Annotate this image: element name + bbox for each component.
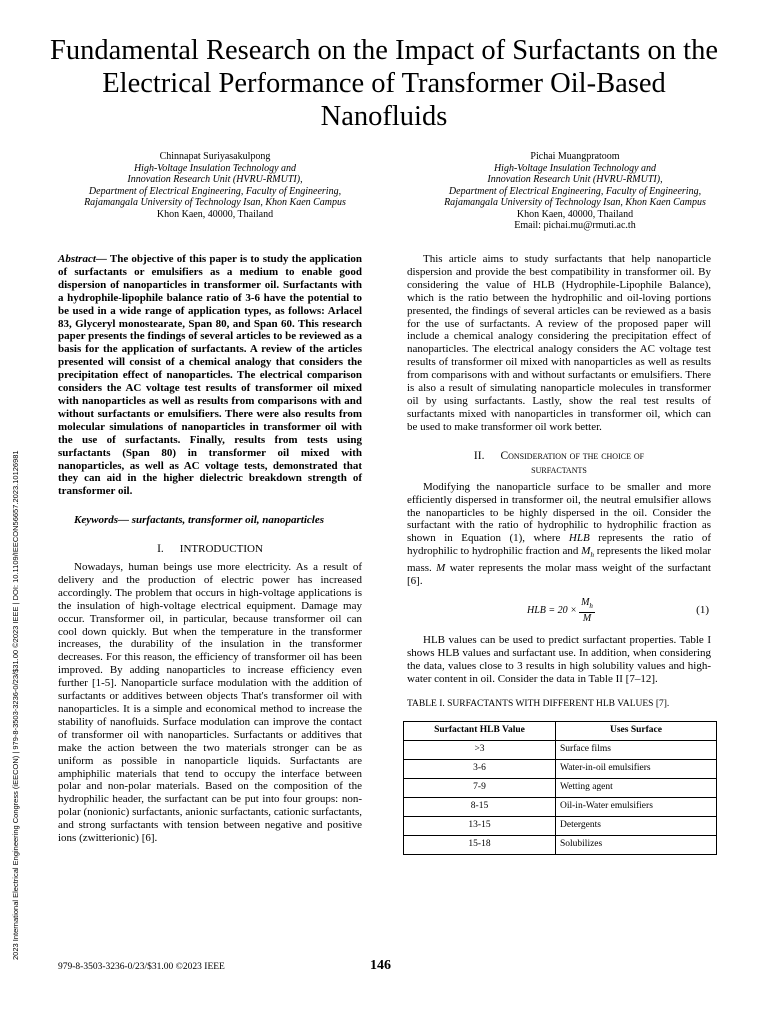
table-cell: 13-15	[404, 816, 556, 835]
author-affiliation: Innovation Research Unit (HVRU-RMUTI),	[127, 174, 303, 185]
table-header-row	[404, 721, 717, 740]
copyright-footer: 979-8-3503-3236-0/23/$31.00 ©2023 IEEE	[58, 962, 225, 972]
table-cell: 15-18	[404, 835, 556, 854]
numerator-symbol: M	[581, 597, 590, 609]
author-affiliation: High-Voltage Insulation Technology and	[493, 162, 657, 174]
mh-subscript: h	[590, 551, 594, 560]
text-run: represents the liked molar mass.	[407, 545, 711, 575]
author-name: Chinnapat Suriyasakulpong	[159, 151, 271, 162]
table-row	[404, 797, 717, 816]
table-cell: 3-6	[404, 759, 556, 778]
section-title-line2: surfactants	[531, 463, 587, 476]
author-location: Khon Kaen, 40000, Thailand	[516, 208, 634, 220]
table-cell: 8-15	[404, 797, 556, 816]
mh-symbol: M	[581, 545, 591, 558]
section-number: II.	[473, 449, 485, 462]
equation-denominator: M	[582, 613, 592, 625]
numerator-subscript: h	[589, 602, 593, 611]
m-symbol: M	[436, 562, 446, 575]
abstract-text: The objective of this paper is to study the application of surfactants or emulsifiers as a medium to enable good dispersion of nanoparticles in transformer oil. Surfactants with a hydrophile-lipophile balance ratio of 3-6 have the potential to be used in a wide range of application types, as follows: Arlacel 83, Glyceryl monostearate, Span 80, and Span 60. This research paper presents the findings of several articles to be reviewed as a basis for the application of surfactants. A review of the articles presented will consist of a chemical analogy that considers the precipitation effect of nanoparticles. The electrical comparison considers the AC voltage test results of transformer oil mixed with nanoparticles as well as results from comparisons with and without surfactants or emulsifiers. There were also results from molecular simulations of nanoparticles in transformer oil with the use of surfactants. Finally, results from tests using surfactants (Span 80) in transformer oil mixed with nanoparticles, as well as AC voltage tests, demonstrated that they can aid in the higher dielectric breakdown strength of transformer oil.	[58, 253, 362, 498]
table-cell: 7-9	[404, 778, 556, 797]
author-affiliation: Department of Electrical Engineering, Faculty of Engineering,	[88, 185, 342, 197]
author-name: Pichai Muangpratoom	[530, 151, 620, 162]
author-affiliation: Department of Electrical Engineering, Faculty of Engineering,	[448, 185, 702, 197]
author-block-1	[60, 151, 370, 220]
table-header-cell: Uses Surface	[556, 721, 717, 740]
page-number: 146	[370, 958, 391, 973]
table-row	[404, 778, 717, 797]
table-cell: Solubilizes	[556, 835, 717, 854]
intro-continuation-paragraph: This article aims to study surfactants that help nanoparticle dispersion and provide the best compatibility in transformer oil. By considering the value of HLB (Hydrophile-Lipophile Balance), which is the ratio between the hydrophilic and oil-loving portions presented, the findings of several articles can be reviewed as a basis for the use of surfactants. A review of the proposed paper will include a chemical analogy considering the precipitation effect of nanoparticles. The electrical analogy considers the AC voltage test results of transformer oil mixed with nanoparticles as well as results from comparisons with and without surfactants or emulsifiers. There is also a result of simulating nanoparticle molecules in transformer oil by using surfactants. Lastly, show the real test results of surfactants mixed with nanoparticles in transformer oil, which can be used to make transformer oil work better.	[407, 253, 711, 433]
table-row	[404, 740, 717, 759]
table-cell: Wetting agent	[556, 778, 717, 797]
abstract	[58, 253, 362, 498]
author-affiliation: Rajamangala University of Technology Isan, Khon Kaen Campus	[84, 197, 346, 208]
left-column	[58, 253, 362, 845]
paper-title: Fundamental Research on the Impact of Surfactants on the Electrical Performance of Transformer Oil-Based Nanofluids	[50, 35, 718, 132]
equation-fraction	[579, 597, 595, 625]
table-row	[404, 816, 717, 835]
table-caption: TABLE I. SURFACTANTS WITH DIFFERENT HLB VALUES [7].	[407, 698, 670, 709]
section-heading-introduction	[58, 543, 362, 556]
table-cell: Detergents	[556, 816, 717, 835]
table-row	[404, 835, 717, 854]
equation-numerator	[579, 597, 595, 613]
table-cell: >3	[404, 740, 556, 759]
equation-number: (1)	[696, 604, 709, 617]
table-header-cell: Surfactant HLB Value	[404, 721, 556, 740]
author-email[interactable]: Email: pichai.mu@rmuti.ac.th	[514, 220, 636, 231]
doi-side-margin: 2023 International Electrical Engineering Congress (iEECON) | 979-8-3503-3236-0/23/$31.00 ©2023 IEEE | DOI: 10.1109/IEECON56657.2023.10126981	[11, 450, 20, 960]
text-run: water represents the molar mass weight of the surfactant [6].	[407, 562, 711, 588]
table-cell: Water-in-oil emulsifiers	[556, 759, 717, 778]
hlb-symbol: HLB	[568, 532, 590, 545]
text-run: represents the ratio of hydrophilic to hydrophilic fraction and	[407, 532, 711, 558]
table-cell: Surface films	[556, 740, 717, 759]
section-heading-consideration	[407, 449, 711, 477]
author-affiliation: High-Voltage Insulation Technology and	[133, 162, 297, 174]
author-block-2	[415, 151, 735, 232]
equation-lhs: HLB = 20 ×	[527, 605, 577, 617]
hlb-table	[403, 721, 717, 855]
table-cell: Oil-in-Water emulsifiers	[556, 797, 717, 816]
consideration-paragraph-1	[407, 481, 711, 588]
section-title-line1: Consideration of the choice of	[500, 449, 645, 462]
table-row	[404, 759, 717, 778]
author-affiliation: Rajamangala University of Technology Isan, Khon Kaen Campus	[444, 197, 706, 208]
equation-1	[407, 596, 711, 626]
consideration-paragraph-2: HLB values can be used to predict surfactant properties. Table I shows HLB values and surfactant use. In addition, when considering the data, values close to 3 results in high solubility values and high-water content in oil. Consider the data in Table II [7–12].	[407, 634, 711, 685]
right-column	[407, 253, 711, 855]
introduction-paragraph: Nowadays, human beings use more electricity. As a result of delivery and the production of electric power has increased accordingly. The problem that occurs in high-voltage applications is the insulation of high-voltage electrical equipment. Damage may occur. Transformer oil, in particular, because transformer oil can cool down quickly. But when the temperature in the transformer increases, the durability of the insulation in the transformer decreases. For this reason, the efficiency of transformer oil has been improved. By adding nanoparticles to increase efficiency even further [1-5]. Nanoparticle surface modulation with the addition of surfactants or additives between objects That's transformer oil with nanoparticles. It is a simple and economical method to increase the stability of nanofluids. Surface modulation can improve the contact of transformer oil with nanoparticles. Surfactants or additives that make the action between the two materials stronger can be as uniform as possible in nanoparticle liquids. Surfactants are amphiphilic materials that tend to occupy the interface between polar and non-polar materials. Based on the composition of the hydrophilic header, the surfactant can be put into four groups: non-polar (nonionic) surfactants, anionic surfactants, cationic surfactants, and strong surfactants with tension between negative and positive ions (zwitterionic) [6].	[58, 561, 362, 845]
section-title: INTRODUCTION	[179, 543, 263, 556]
section-number: I.	[157, 543, 164, 556]
author-location: Khon Kaen, 40000, Thailand	[156, 208, 274, 220]
text-run: Modifying the nanoparticle surface to be smaller and more efficiently dispersed in transformer oil, the neutral emulsifier allows the nanoparticles to be highly dispersed in the oil. Consider the surfactant with the ratio of hydrophilic to hydrophilic fraction as shown in Equation (1), where	[407, 480, 711, 545]
keywords	[58, 514, 362, 527]
keywords-label: Keywords—	[74, 514, 129, 527]
author-affiliation: Innovation Research Unit (HVRU-RMUTI),	[487, 174, 663, 185]
abstract-label: Abstract—	[58, 253, 107, 265]
keywords-text: surfactants, transformer oil, nanoparticles	[129, 514, 324, 527]
